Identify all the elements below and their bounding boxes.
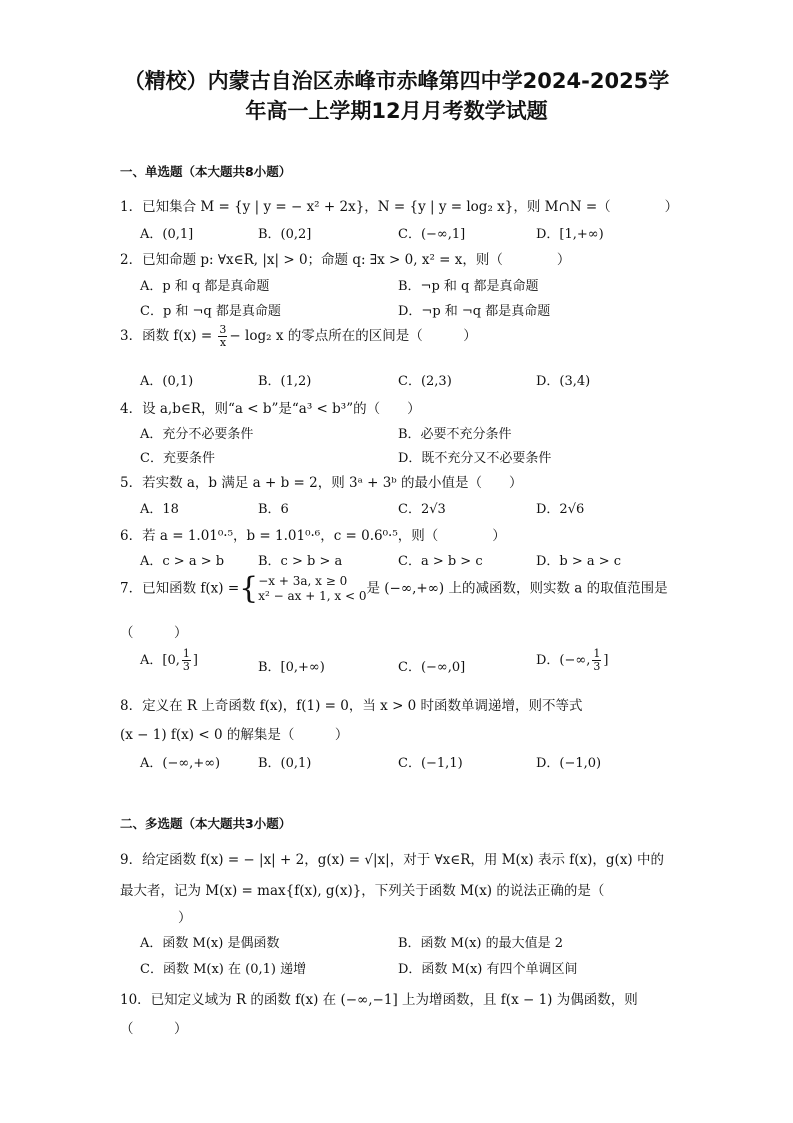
question-5-option-c: C．2√3 — [398, 502, 446, 517]
fraction-numerator: 1 — [593, 647, 601, 660]
question-5-stem: 5．若实数 a，b 满足 a + b = 2，则 3ᵃ + 3ᵇ 的最小值是（ ） — [120, 475, 523, 491]
fraction-one-third — [592, 648, 601, 673]
question-3-stem-pre: 3．函数 f(x) = — [120, 328, 217, 344]
piecewise-definition — [258, 574, 366, 604]
question-8-option-b: B．(0,1) — [258, 756, 312, 771]
question-3-option-d: D．(3,4) — [536, 374, 591, 389]
question-1-option-a: A．(0,1] — [140, 227, 194, 242]
question-9-option-a: A．函数 M(x) 是偶函数 — [140, 936, 280, 951]
question-8-option-c: C．(−1,1) — [398, 756, 463, 771]
question-7-stem — [120, 571, 668, 606]
option-a-suffix: ] — [192, 653, 198, 668]
question-1-option-c: C．(−∞,1] — [398, 227, 466, 242]
section-multiple-choice: 二、多选题（本大题共3小题） — [120, 816, 292, 831]
question-3-option-b: B．(1,2) — [258, 374, 312, 389]
question-6-stem: 6．若 a = 1.01⁰·⁵，b = 1.01⁰·⁶，c = 0.6⁰·⁵，则（ ） — [120, 528, 506, 544]
fraction-3-over-x — [218, 324, 227, 349]
question-7-stem-pre: 7．已知函数 f(x) = — [120, 580, 240, 597]
question-6-option-b: B．c > b > a — [258, 554, 343, 569]
question-8-option-a: A．(−∞,+∞) — [140, 756, 221, 771]
question-5-option-d: D．2√6 — [536, 502, 585, 517]
question-4-option-b: B．必要不充分条件 — [398, 427, 512, 442]
question-5-option-b: B．6 — [258, 502, 289, 517]
question-7-option-b: B．[0,+∞) — [258, 660, 325, 675]
fraction-one-third — [182, 648, 191, 673]
question-9-option-c: C．函数 M(x) 在 (0,1) 递增 — [140, 962, 307, 977]
question-4-option-d: D．既不充分又不必要条件 — [398, 451, 552, 466]
fraction-denominator: 3 — [182, 660, 190, 673]
question-1-option-d: D．[1,+∞) — [536, 227, 604, 242]
exam-title-line1: （精校）内蒙古自治区赤峰市赤峰第四中学2024-2025学 — [123, 69, 670, 93]
fraction-numerator: 1 — [182, 647, 190, 660]
question-9-stem-line1: 9．给定函数 f(x) = − |x| + 2，g(x) = √|x|，对于 ∀x∈R，用 M(x) 表示 f(x)，g(x) 中的 — [120, 852, 664, 868]
left-brace-symbol: { — [239, 571, 259, 606]
question-3-option-c: C．(2,3) — [398, 374, 452, 389]
question-9-option-d: D．函数 M(x) 有四个单调区间 — [398, 962, 578, 977]
question-2-option-d: D．¬p 和 ¬q 都是真命题 — [398, 304, 551, 319]
option-d-suffix: ] — [603, 653, 609, 668]
question-9-stem-line3: ） — [178, 910, 192, 926]
question-7-stem-post: 是 (−∞,+∞) 上的减函数，则实数 a 的取值范围是 — [366, 580, 668, 597]
question-7-option-a — [140, 648, 198, 673]
exam-title-line2: 年高一上学期12月月考数学试题 — [245, 99, 548, 123]
question-4-option-a: A．充分不必要条件 — [140, 427, 254, 442]
fraction-numerator: 3 — [219, 323, 227, 336]
question-3-stem-post: − log₂ x 的零点所在的区间是（ ） — [229, 328, 477, 344]
question-9-stem-line2: 最大者，记为 M(x) = max{f(x), g(x)}，下列关于函数 M(x) 的说法正确的是（ — [120, 883, 605, 899]
question-2-stem: 2．已知命题 p: ∀x∈R, |x| > 0；命题 q: ∃x > 0, x² = x，则（ ） — [120, 252, 571, 268]
question-6-option-a: A．c > a > b — [140, 554, 225, 569]
section-single-choice: 一、单选题（本大题共8小题） — [120, 164, 292, 179]
question-3-stem — [120, 324, 477, 349]
question-10-stem-line2: （ ） — [120, 1021, 188, 1037]
question-2-option-c: C．p 和 ¬q 都是真命题 — [140, 304, 281, 319]
piecewise-row-1: −x + 3a, x ≥ 0 — [258, 574, 348, 588]
question-4-stem: 4．设 a,b∈R，则“a < b”是“a³ < b³”的（ ） — [120, 401, 421, 417]
question-10-stem-line1: 10．已知定义域为 R 的函数 f(x) 在 (−∞,−1] 上为增函数，且 f(x − 1) 为偶函数，则 — [120, 992, 638, 1008]
question-5-option-a: A．18 — [140, 502, 179, 517]
question-8-stem-line2: (x − 1) f(x) < 0 的解集是（ ） — [120, 727, 349, 743]
question-2-option-b: B．¬p 和 q 都是真命题 — [398, 279, 539, 294]
question-7-paren: （ ） — [120, 625, 188, 641]
question-4-option-c: C．充要条件 — [140, 451, 215, 466]
piecewise-row-2: x² − ax + 1, x < 0 — [258, 589, 367, 603]
fraction-denominator: x — [219, 336, 227, 349]
question-1-stem: 1．已知集合 M = {y | y = − x² + 2x}，N = {y | y = log₂ x}，则 M∩N =（ ） — [120, 199, 679, 215]
question-8-stem-line1: 8．定义在 R 上奇函数 f(x)，f(1) = 0，当 x > 0 时函数单调递增，则不等式 — [120, 698, 583, 714]
option-a-prefix: A．[0, — [140, 653, 180, 668]
question-6-option-c: C．a > b > c — [398, 554, 483, 569]
question-6-option-d: D．b > a > c — [536, 554, 622, 569]
question-3-option-a: A．(0,1) — [140, 374, 194, 389]
question-8-option-d: D．(−1,0) — [536, 756, 602, 771]
fraction-denominator: 3 — [593, 660, 601, 673]
question-7-option-d — [536, 648, 608, 673]
question-2-option-a: A．p 和 q 都是真命题 — [140, 279, 270, 294]
question-7-option-c: C．(−∞,0] — [398, 660, 466, 675]
question-1-option-b: B．(0,2] — [258, 227, 312, 242]
option-d-prefix: D．(−∞, — [536, 653, 591, 668]
question-9-option-b: B．函数 M(x) 的最大值是 2 — [398, 936, 564, 951]
